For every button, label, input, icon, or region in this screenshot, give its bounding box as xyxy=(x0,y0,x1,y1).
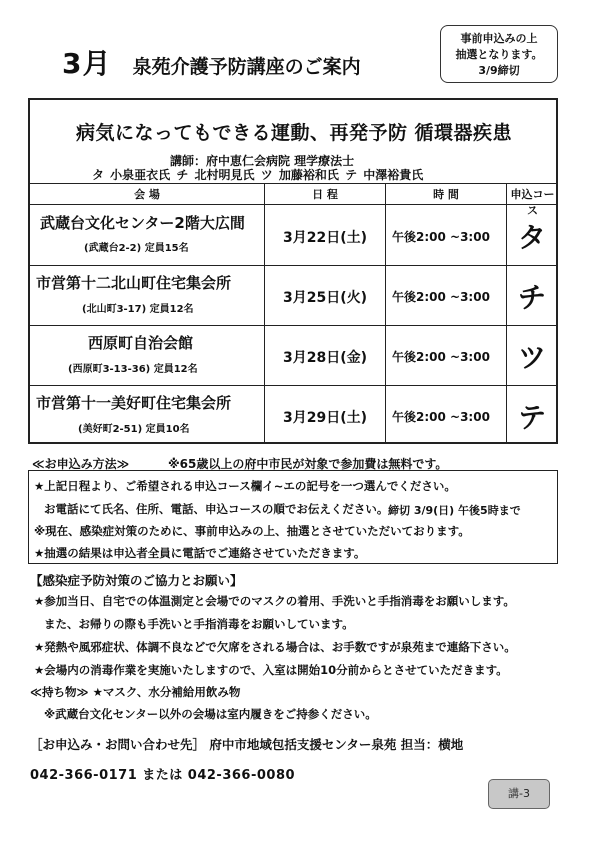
apply-line: ★抽選の結果は申込者全員に電話でご連絡させていただきます。 xyxy=(34,546,366,560)
event-time: 午後2:00 ~3:00 xyxy=(392,290,490,304)
apply-heading: ≪お申込み方法≫ xyxy=(32,457,130,471)
contact-phones: 042-366-0171 または 042-366-0080 xyxy=(30,768,296,783)
infection-heading: 【感染症予防対策のご協力とお願い】 xyxy=(30,573,243,588)
venue-detail: (武蔵台2-2) 定員15名 xyxy=(84,243,189,254)
infection-line: ★会場内の消毒作業を実施いたしますので、入室は開始10分前からとさせていただきます。 xyxy=(34,663,508,677)
venue-name: 市営第十二北山町住宅集会所 xyxy=(36,274,232,292)
deadline-notice-box xyxy=(440,25,558,83)
deadline-line-1: 事前申込みの上 xyxy=(460,32,538,45)
venue-detail: (北山町3-17) 定員12名 xyxy=(82,304,194,315)
table-header-line xyxy=(28,204,558,205)
venue-name: 西原町自治会館 xyxy=(88,334,194,352)
title-text: 泉苑介護予防講座のご案内 xyxy=(132,56,361,78)
lecturer: 講師：府中恵仁会病院 理学療法士 xyxy=(170,154,355,168)
row-divider xyxy=(28,265,558,266)
course-code: ツ xyxy=(517,341,546,374)
table-top-line xyxy=(28,183,558,184)
header-venue: 会 場 xyxy=(134,188,160,201)
instructors: タ 小泉亜衣氏 チ 北村明見氏 ツ 加藤裕和氏 テ 中澤裕貴氏 xyxy=(92,168,424,182)
course-code: タ xyxy=(517,221,546,254)
event-date: 3月25日(火) xyxy=(282,290,368,306)
venue-name: 武蔵台文化センター2階大広間 xyxy=(40,214,245,232)
venue-name: 市営第十一美好町住宅集会所 xyxy=(36,394,232,412)
title-month: 3月 xyxy=(62,47,112,80)
page-title xyxy=(62,42,361,82)
apply-line: ※現在、感染症対策のために、事前申込みの上、抽選とさせていただいております。 xyxy=(34,524,470,538)
apply-line: お電話にて氏名、住所、電話、申込コースの順でお伝えください。 xyxy=(44,502,389,516)
event-date: 3月28日(金) xyxy=(282,350,368,366)
contact-line: ［お申込み・お問い合わせ先］ 府中市地域包括支援センター泉苑 担当：横地 xyxy=(30,737,464,752)
infection-line: ※武蔵台文化センター以外の会場は室内履きをご持参ください。 xyxy=(44,707,377,721)
document-code-badge: 講-3 xyxy=(488,779,550,809)
infection-line: ★発熱や風邪症状、体調不良などで欠席をされる場合は、お手数ですが泉苑まで連絡下さい。 xyxy=(34,640,516,654)
event-time: 午後2:00 ~3:00 xyxy=(392,230,490,244)
col-divider xyxy=(385,183,386,444)
header-time: 時 間 xyxy=(433,188,459,201)
course-code: テ xyxy=(517,401,546,434)
header-date: 日 程 xyxy=(312,188,338,201)
belongings-line: ≪持ち物≫ ★マスク、水分補給用飲み物 xyxy=(30,685,241,699)
header-course: 申込コース xyxy=(510,188,555,217)
course-code: チ xyxy=(517,281,546,314)
deadline-line-3: 3/9締切 xyxy=(478,64,520,77)
event-date: 3月22日(土) xyxy=(282,230,368,246)
apply-deadline: 締切 3/9(日) 午後5時まで xyxy=(388,504,521,517)
infection-line: ★参加当日、自宅での体温測定と会場でのマスクの着用、手洗いと手指消毒をお願いします。 xyxy=(34,594,515,608)
venue-detail: (西原町3-13-36) 定員12名 xyxy=(68,364,198,375)
event-time: 午後2:00 ~3:00 xyxy=(392,410,490,424)
venue-detail: (美好町2-51) 定員10名 xyxy=(78,424,190,435)
deadline-line-2: 抽選となります。 xyxy=(455,48,543,61)
row-divider xyxy=(28,325,558,326)
col-divider xyxy=(264,183,265,444)
event-date: 3月29日(土) xyxy=(282,410,368,426)
lecture-title: 病気になってもできる運動、再発予防 循環器疾患 xyxy=(75,122,513,144)
infection-line: また、お帰りの際も手洗いと手指消毒をお願いしています。 xyxy=(44,617,354,631)
apply-note: ※65歳以上の府中市民が対象で参加費は無料です。 xyxy=(168,457,448,471)
event-time: 午後2:00 ~3:00 xyxy=(392,350,490,364)
apply-line: ★上記日程より、ご希望される申込コース欄イ~エの記号を一つ選んでください。 xyxy=(34,479,456,493)
row-divider xyxy=(28,385,558,386)
